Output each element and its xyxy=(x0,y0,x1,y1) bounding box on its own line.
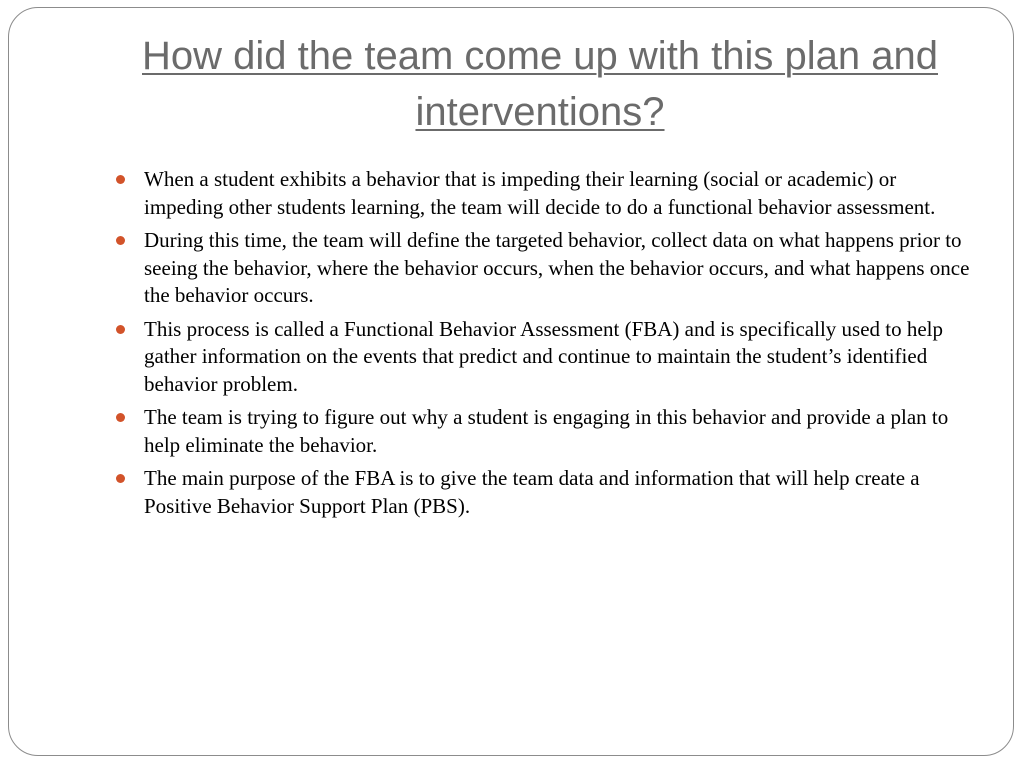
bullet-dot-icon xyxy=(116,474,125,483)
bullet-dot-icon xyxy=(116,175,125,184)
bullet-text: The team is trying to figure out why a student is engaging in this behavior and provide a plan to help eliminate the behavior. xyxy=(144,405,949,457)
bullet-dot-icon xyxy=(116,236,125,245)
bullet-text: During this time, the team will define the targeted behavior, collect data on what happens prior to seeing the behavior, where the behavior occurs, when the behavior occurs, and what happens once the behavior occurs. xyxy=(144,228,970,307)
bullet-item xyxy=(116,465,976,520)
bullet-item xyxy=(116,404,976,459)
bullet-item xyxy=(116,227,976,310)
slide-title: How did the team come up with this plan and interventions? xyxy=(142,34,938,134)
bullet-item xyxy=(116,166,976,221)
bullet-item xyxy=(116,316,976,399)
bullet-dot-icon xyxy=(116,325,125,334)
bullet-dot-icon xyxy=(116,413,125,422)
bullet-text: When a student exhibits a behavior that is impeding their learning (social or academic) or impeding other students learning, the team will decide to do a functional behavior assessment. xyxy=(144,167,936,219)
bullet-text: The main purpose of the FBA is to give the team data and information that will help create a Positive Behavior Support Plan (PBS). xyxy=(144,466,920,518)
bullet-text: This process is called a Functional Behavior Assessment (FBA) and is specifically used to help gather information on the events that predict and continue to maintain the student’s identified behavior problem. xyxy=(144,316,944,396)
bullet-list xyxy=(116,166,976,526)
